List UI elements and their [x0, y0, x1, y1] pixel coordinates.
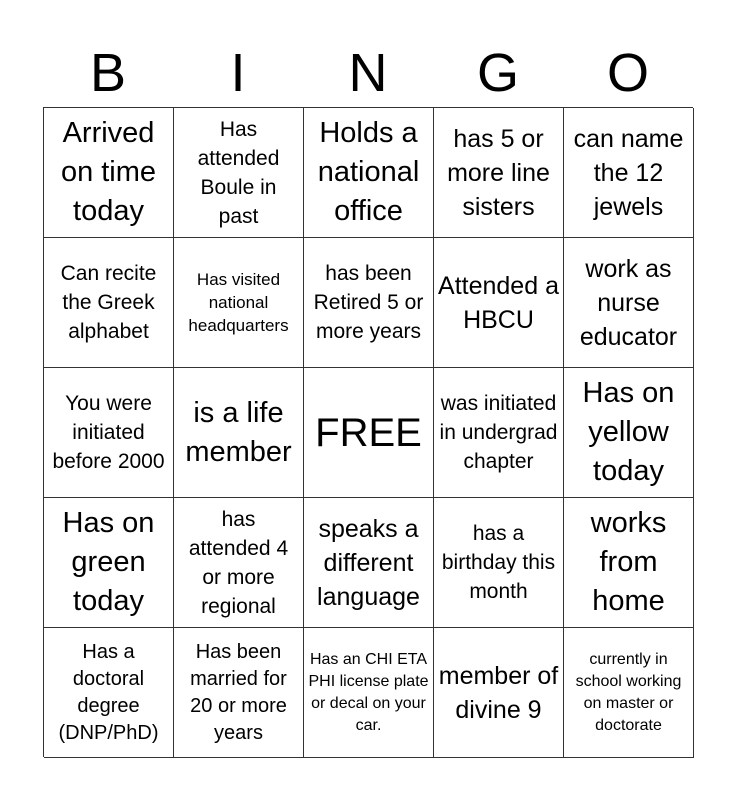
bingo-header	[43, 38, 693, 108]
bingo-cell	[304, 498, 434, 628]
bingo-cell	[304, 108, 434, 238]
bingo-cell	[434, 628, 564, 758]
bingo-cell	[304, 238, 434, 368]
cell-text: Has on green today	[62, 507, 155, 617]
cell-text: was initiated in undergrad chapter	[439, 392, 558, 473]
cell-text: Can recite the Greek alphabet	[60, 262, 157, 343]
cell-text: Attended a HBCU	[438, 271, 559, 334]
bingo-cell	[434, 368, 564, 498]
cell-text: Has been married for 20 or more years	[190, 640, 287, 744]
bingo-cell	[174, 238, 304, 368]
bingo-cell	[434, 498, 564, 628]
bingo-cell	[564, 238, 694, 368]
cell-text: has been Retired 5 or more years	[313, 262, 424, 343]
cell-text: has a birthday this month	[441, 522, 556, 603]
bingo-cell	[174, 108, 304, 238]
bingo-cell	[564, 628, 694, 758]
free-space-label: FREE	[315, 410, 422, 455]
cell-text: Has on yellow today	[582, 377, 675, 487]
cell-text: works from home	[590, 507, 667, 617]
cell-text: Arrived on time today	[60, 117, 157, 227]
cell-text: has attended 4 or more regional	[188, 507, 289, 618]
cell-text: is a life member	[185, 396, 292, 468]
bingo-cell	[434, 108, 564, 238]
bingo-cell	[564, 368, 694, 498]
cell-text: speaks a different language	[317, 514, 420, 611]
cell-text: Has a doctoral degree (DNP/PhD)	[58, 640, 159, 744]
header-letter-b: B	[89, 43, 127, 103]
cell-text: has 5 or more line sisters	[447, 124, 550, 221]
bingo-cell	[174, 498, 304, 628]
cell-text: currently in school working on master or doctorate	[575, 650, 682, 734]
cell-text: Has an CHI ETA PHI license plate or decal on your car.	[308, 650, 429, 734]
header-letter-i: I	[230, 43, 246, 103]
cell-text: work as nurse educator	[579, 254, 678, 351]
cell-text: can name the 12 jewels	[573, 124, 684, 221]
free-space	[304, 368, 434, 498]
bingo-grid	[43, 107, 693, 757]
bingo-cell	[44, 628, 174, 758]
bingo-cell	[304, 628, 434, 758]
cell-text: Has visited national headquarters	[188, 270, 289, 335]
bingo-cell	[44, 368, 174, 498]
cell-text: Holds a national office	[317, 117, 420, 227]
header-letter-g: G	[476, 43, 519, 103]
bingo-cell	[174, 368, 304, 498]
cell-text: member of divine 9	[438, 661, 559, 724]
cell-text: Has attended Boule in past	[197, 117, 280, 228]
bingo-cell	[174, 628, 304, 758]
bingo-cell	[44, 498, 174, 628]
bingo-cell	[44, 238, 174, 368]
bingo-cell	[434, 238, 564, 368]
bingo-cell	[564, 498, 694, 628]
bingo-cell	[564, 108, 694, 238]
header-letter-n: N	[348, 43, 388, 103]
header-letter-o: O	[606, 43, 649, 103]
bingo-cell	[44, 108, 174, 238]
cell-text: You were initiated before 2000	[52, 392, 165, 473]
